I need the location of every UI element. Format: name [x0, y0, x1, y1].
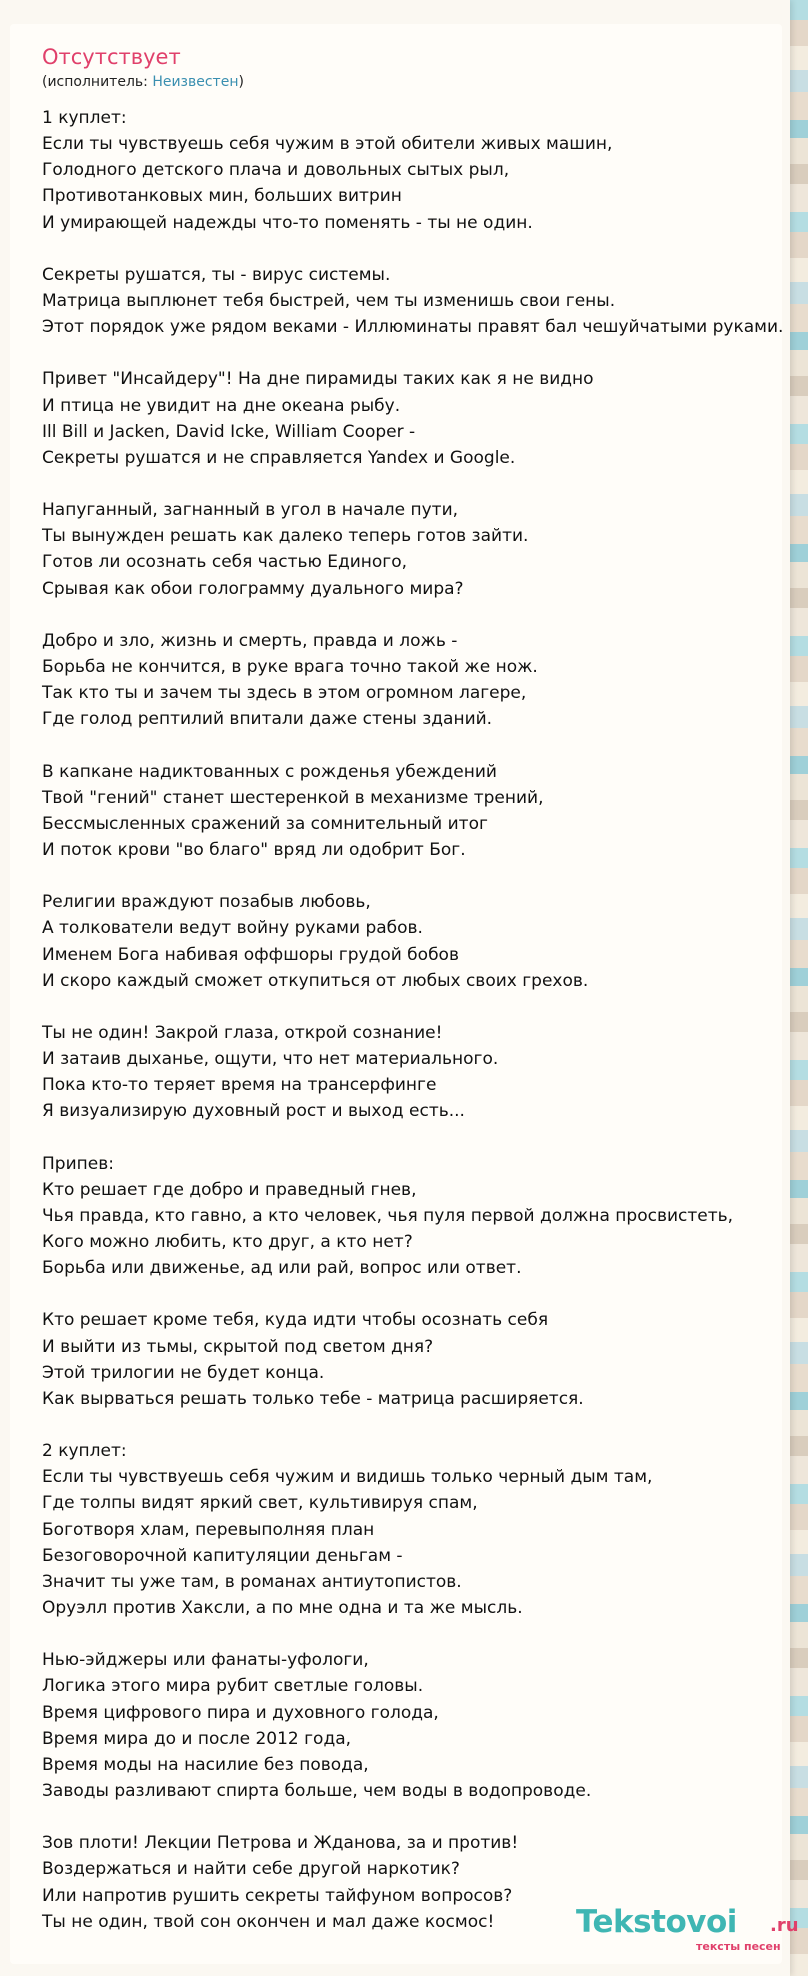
logo-wordmark: Tekstovoi: [576, 1904, 737, 1940]
lyric-line: И птица не увидит на дне океана рыбу.: [42, 395, 401, 416]
lyric-line: Секреты рушатся и не справляется Yandex и Google.: [42, 447, 516, 468]
lyric-line: 1 куплет:: [42, 108, 127, 128]
lyric-line: Привет "Инсайдеру"! На дне пирамиды таких как я не видно: [42, 369, 594, 390]
lyric-line: Готов ли осознать себя частью Единого,: [42, 552, 408, 573]
lyric-line: Кто решает кроме тебя, куда идти чтобы осознать себя: [42, 1310, 549, 1331]
logo-domain: .ru: [770, 1915, 799, 1936]
lyric-line: Время цифрового пира и духовного голода,: [42, 1702, 439, 1723]
lyric-line: Где толпы видят яркий свет, культивируя спам,: [42, 1493, 478, 1514]
lyric-line: В капкане надиктованных с рожденья убеждений: [42, 761, 497, 782]
logo-tagline: тексты песен: [696, 1940, 781, 1953]
lyric-line: Где голод рептилий впитали даже стены зданий.: [42, 709, 493, 730]
stanza-gap: [42, 1804, 802, 1830]
lyric-line: Припев:: [42, 1153, 114, 1174]
lyric-line: Добро и зло, жизнь и смерть, правда и ложь -: [42, 630, 458, 651]
lyric-line: Религии враждуют позабыв любовь,: [42, 892, 371, 913]
lyric-line: Боготворя хлам, перевыполняя план: [42, 1519, 375, 1540]
lyric-line: И поток крови "во благо" вряд ли одобрит Бог.: [42, 839, 466, 860]
lyric-line: Голодного детского плача и довольных сытых рыл,: [42, 160, 510, 181]
lyric-line: 2 куплет:: [42, 1441, 127, 1462]
lyric-line: Оруэлл против Хаксли, а по мне одна и та же мысль.: [42, 1598, 523, 1619]
lyric-line: Как вырваться решать только тебе - матрица расширяется.: [42, 1388, 584, 1409]
lyric-line: Или напротив рушить секреты тайфуном вопросов?: [42, 1885, 513, 1906]
artist-link[interactable]: Неизвестен: [152, 74, 239, 90]
lyric-line: И затаив дыханье, ощути, что нет материального.: [42, 1049, 499, 1070]
lyric-line: Ill Bill и Jacken, David Icke, William Cooper -: [42, 421, 416, 442]
lyric-line: Секреты рушатся, ты - вирус системы.: [42, 264, 391, 285]
lyric-line: Ты не один, твой сон окончен и мал даже космос!: [42, 1911, 495, 1932]
lyric-line: Кто решает где добро и праведный гнев,: [42, 1179, 417, 1200]
stanza-gap: [42, 1124, 802, 1150]
lyric-line: Нью-эйджеры или фанаты-уфологи,: [42, 1650, 369, 1671]
stanza-gap: [42, 236, 802, 262]
lyric-line: Бессмысленных сражений за сомнительный итог: [42, 813, 488, 834]
lyric-line: Противотанковых мин, больших витрин: [42, 186, 402, 207]
lyric-line: Твой "гений" станет шестеренкой в механизме трений,: [42, 787, 544, 808]
lyric-line: Матрица выплюнет тебя быстрей, чем ты изменишь свои гены.: [42, 290, 616, 311]
lyric-line: Чья правда, кто гавно, а кто человек, чья пуля первой должна просвистеть,: [42, 1205, 734, 1226]
lyric-line: Время мира до и после 2012 года,: [42, 1728, 352, 1749]
lyric-line: Этой трилогии не будет конца.: [42, 1362, 325, 1383]
artist-prefix: (исполнитель:: [42, 74, 153, 90]
lyric-line: Заводы разливают спирта больше, чем воды в водопроводе.: [42, 1781, 592, 1801]
stanza-gap: [42, 471, 802, 497]
lyric-line: Безоговорочной капитуляции деньгам -: [42, 1545, 403, 1566]
lyric-line: Этот порядок уже рядом веками - Иллюминаты правят бал чешуйчатыми руками.: [42, 317, 784, 338]
lyric-line: Именем Бога набивая оффшоры грудой бобов: [42, 944, 459, 965]
lyric-line: Ты вынужден решать как далеко теперь готов зайти.: [42, 526, 529, 547]
lyric-line: Кого можно любить, кто друг, а кто нет?: [42, 1232, 413, 1253]
song-title: Отсутствует: [42, 45, 181, 69]
lyric-line: Если ты чувствуешь себя чужим и видишь только черный дым там,: [42, 1467, 653, 1488]
lyric-line: Если ты чувствуешь себя чужим в этой обители живых машин,: [42, 134, 613, 155]
artist-suffix: ): [238, 74, 244, 90]
site-logo[interactable]: [576, 1904, 799, 1960]
lyric-line: Воздержаться и найти себе другой наркотик?: [42, 1859, 460, 1880]
stanza-gap: [42, 602, 802, 628]
stanza-gap: [42, 863, 802, 889]
stanza-gap: [42, 1412, 802, 1438]
stanza-gap: [42, 1621, 802, 1647]
lyric-line: Напуганный, загнанный в угол в начале пути,: [42, 500, 459, 521]
lyric-line: А толкователи ведут войну руками рабов.: [42, 918, 423, 939]
lyric-line: Значит ты уже там, в романах антиутопистов.: [42, 1571, 462, 1592]
stanza-gap: [42, 1281, 802, 1307]
lyric-line: Пока кто-то теряет время на трансерфинге: [42, 1075, 437, 1096]
lyric-line: Я визуализирую духовный рост и выход есть...: [42, 1101, 465, 1122]
lyric-line: Борьба не кончится, в руке врага точно такой же нож.: [42, 656, 538, 677]
lyric-line: Зов плоти! Лекции Петрова и Жданова, за и против!: [42, 1833, 519, 1854]
lyric-line: Логика этого мира рубит светлые головы.: [42, 1676, 424, 1697]
lyric-line: И умирающей надежды что-то поменять - ты не один.: [42, 212, 533, 233]
song-artist-line: [42, 73, 244, 91]
lyric-line: Борьба или движенье, ад или рай, вопрос или ответ.: [42, 1258, 522, 1279]
stanza-gap: [42, 340, 802, 366]
lyric-line: Срывая как обои голограмму дуального мира?: [42, 578, 464, 599]
lyric-line: И скоро каждый сможет откупиться от любых своих грехов.: [42, 970, 589, 991]
stanza-gap: [42, 994, 802, 1020]
lyric-line: Так кто ты и зачем ты здесь в этом огромном лагере,: [42, 683, 527, 704]
stanza-gap: [42, 732, 802, 758]
lyric-line: Ты не один! Закрой глаза, открой сознание!: [42, 1022, 443, 1043]
lyric-line: И выйти из тьмы, скрытой под светом дня?: [42, 1336, 434, 1357]
lyric-line: Время моды на насилие без повода,: [42, 1754, 369, 1775]
lyrics-text: [42, 105, 802, 1935]
